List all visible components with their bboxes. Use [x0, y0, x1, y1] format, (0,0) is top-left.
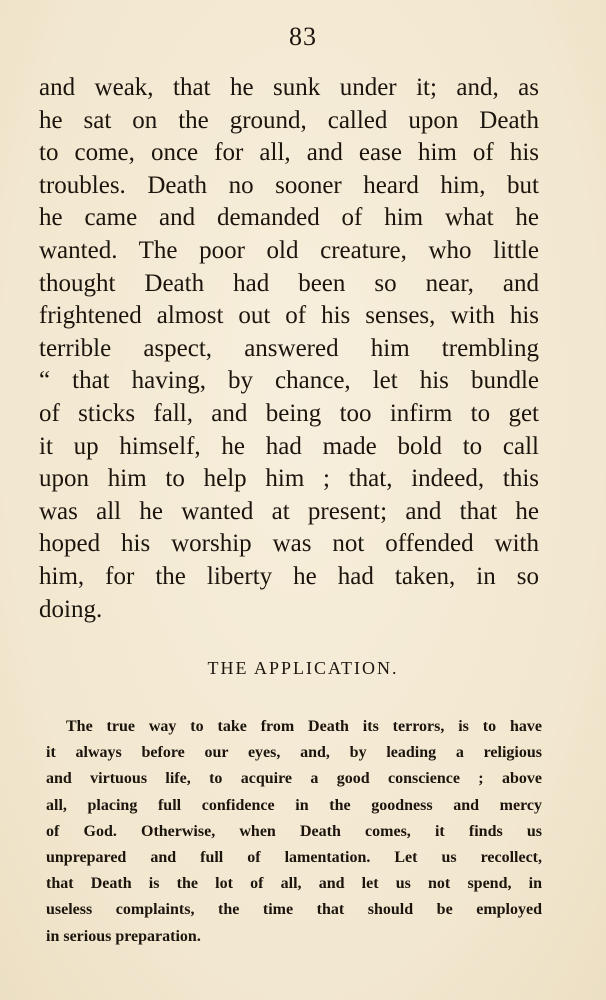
text-line: that Death is the lot of all, and let us not spend, in — [46, 875, 542, 893]
text-line: it up himself, he had made bold to call — [39, 432, 539, 460]
text-line: to come, once for all, and ease him of his — [39, 139, 539, 167]
text-line: was all he wanted at present; and that he — [39, 497, 539, 525]
text-line: he sat on the ground, called upon Death — [39, 106, 539, 134]
text-line: him, for the liberty he had taken, in so — [39, 562, 539, 590]
text-line: The true way to take from Death its terrors, is to have — [66, 718, 542, 735]
application-text — [46, 714, 542, 950]
text-line: “ that having, by chance, let his bundle — [39, 367, 539, 395]
text-line: wanted. The poor old creature, who little — [39, 236, 539, 264]
text-line: doing. — [39, 595, 103, 623]
section-heading: THE APPLICATION. — [207, 658, 399, 678]
text-line: troubles. Death no sooner heard him, but — [39, 171, 539, 199]
text-line: hoped his worship was not offended with — [39, 530, 539, 558]
text-line: upon him to help him ; that, indeed, this — [39, 465, 539, 493]
text-line: useless complaints, the time that should be employed — [46, 901, 542, 919]
text-line: thought Death had been so near, and — [39, 269, 539, 297]
text-line: of sticks fall, and being too infirm to get — [39, 399, 539, 427]
text-line: terrible aspect, answered him trembling — [39, 334, 539, 362]
text-line: of God. Otherwise, when Death comes, it finds us — [46, 822, 542, 840]
story-text — [39, 72, 539, 626]
text-line: and weak, that he sunk under it; and, as — [39, 74, 539, 101]
text-line: and virtuous life, to acquire a good conscience ; above — [46, 770, 542, 788]
text-line: it always before our eyes, and, by leading a religious — [46, 744, 542, 762]
text-line: unprepared and full of lamentation. Let us recollect, — [46, 848, 542, 866]
text-line: all, placing full confidence in the goodness and mercy — [46, 796, 542, 814]
text-line: in serious preparation. — [46, 927, 201, 945]
text-line: he came and demanded of him what he — [39, 204, 539, 232]
text-line: frightened almost out of his senses, with his — [39, 302, 539, 330]
page-number: 83 — [289, 22, 317, 51]
